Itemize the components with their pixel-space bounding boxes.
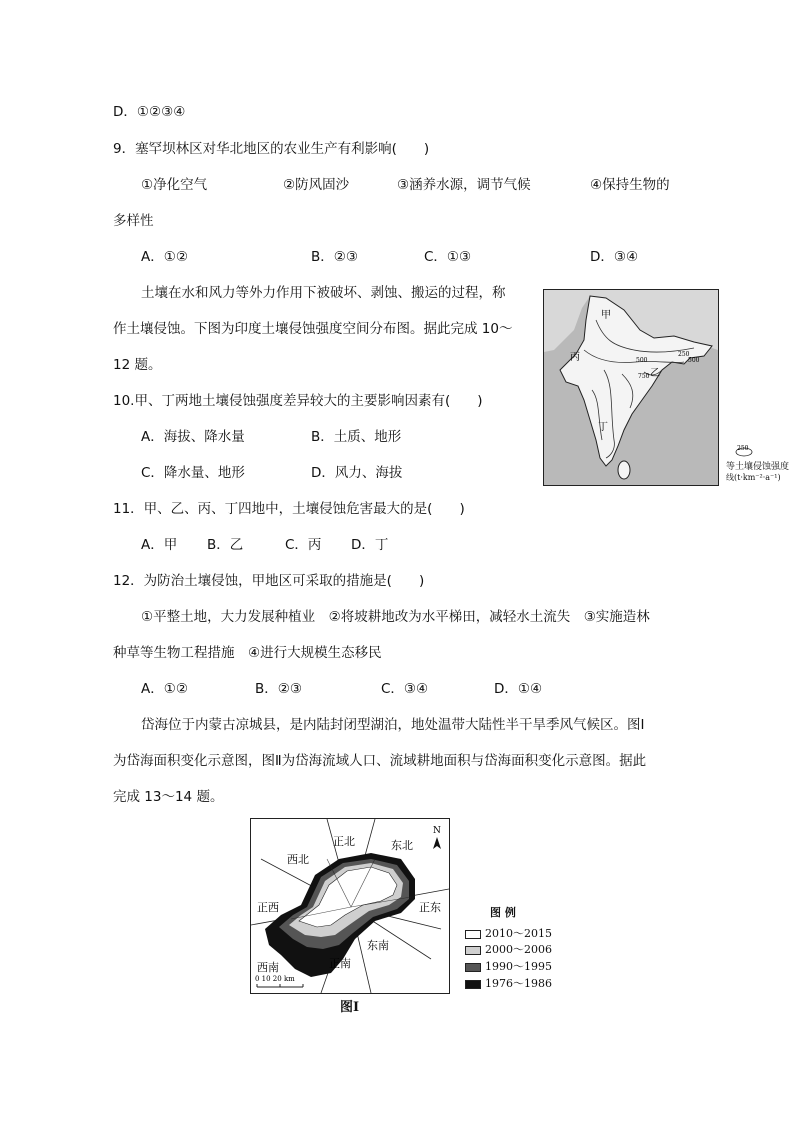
q12-option-c: C．③④ [381,681,429,697]
legend-contour-symbol [732,444,756,458]
legend-label-4: 1976～1986 [485,977,552,990]
q11-stem: 11．甲、乙、丙、丁四地中，土壤侵蚀危害最大的是( ) [113,501,465,517]
legend-row-3 [465,958,552,974]
contour-label-250: 250 [678,351,690,358]
dir-zhengbei: 正北 [333,835,355,848]
intro2-line3: 完成 13～14 题。 [113,789,224,805]
intro2-line2: 为岱海面积变化示意图，图Ⅱ为岱海流域人口、流域耕地面积与岱海面积变化示意图。据此 [113,753,647,769]
q11-option-b: B．乙 [207,537,244,553]
north-label: N [433,826,441,836]
q9-item-1: ①净化空气 [141,177,208,193]
intro1-line2: 作土壤侵蚀。下图为印度土壤侵蚀强度空间分布图。据此完成 10～ [113,321,513,337]
q10-option-b: B．土质、地形 [311,429,402,445]
legend-row-1 [465,925,552,941]
legend-row-4 [465,975,552,991]
legend-swatch-3 [465,963,481,972]
intro1-line3: 12 题。 [113,357,162,373]
q9-option-a: A．①② [141,249,188,265]
q9-option-c: C．①③ [424,249,472,265]
q12-line1: ①平整土地，大力发展种植业 ②将坡耕地改为水平梯田，减轻水土流失 ③实施造林 [141,609,650,625]
contour-label-500a: 500 [636,357,648,364]
q11-option-c: C．丙 [285,537,322,553]
dir-zhengxi: 正西 [257,901,279,914]
q9-item-3: ③涵养水源，调节气候 [397,177,531,193]
north-arrow-icon [433,826,441,849]
q9-item-cont: 多样性 [113,213,154,229]
legend-swatch-2 [465,946,481,955]
q10-option-c: C．降水量、地形 [141,465,245,481]
map-label-ding: 丁 [598,422,608,433]
q12-option-d: D．①④ [494,681,543,697]
intro1-line1: 土壤在水和风力等外力作用下被破坏、剥蚀、搬运的过程，称 [141,285,506,301]
q9-item-2: ②防风固沙 [283,177,350,193]
figure-caption: 图Ⅰ [340,1000,360,1015]
q12-option-b: B．②③ [255,681,302,697]
q8-option-d: D．①②③④ [113,104,186,120]
dir-zhengnan: 正南 [329,957,351,970]
map-label-yi: 乙 [650,368,660,379]
q12-stem: 12．为防治土壤侵蚀，甲地区可采取的措施是( ) [113,573,425,589]
q11-option-a: A．甲 [141,537,178,553]
dir-dongbei: 东北 [391,839,413,852]
map-label-jia: 甲 [601,310,611,321]
contour-label-500b: 500 [688,357,700,364]
scale-label: 0 10 20 km [255,975,295,983]
india-erosion-map [543,289,719,486]
q9-option-b: B．②③ [311,249,358,265]
legend-swatch-1 [465,930,481,939]
legend-contour-value: 250 [737,445,749,452]
legend-title: 图 例 [490,906,516,919]
legend-label-1: 2010～2015 [485,927,552,940]
q9-item-4: ④保持生物的 [590,177,670,193]
contour-label-750: 750 [638,373,650,380]
intro2-line1: 岱海位于内蒙古凉城县，是内陆封闭型湖泊，地处温带大陆性半干旱季风气候区。图Ⅰ [141,717,645,733]
q10-stem: 10.甲、丁两地土壤侵蚀强度差异较大的主要影响因素有( ) [113,393,483,409]
legend-row-2 [465,941,552,957]
dir-zhengdong: 正东 [419,901,441,914]
dir-xibei: 西北 [287,853,309,866]
legend-swatch-4 [465,980,481,989]
q10-option-a: A．海拔、降水量 [141,429,245,445]
q9-stem: 9．塞罕坝林区对华北地区的农业生产有利影响( ) [113,141,430,157]
map-label-bing: 丙 [570,352,580,363]
dir-xinan: 西南 [257,961,279,974]
q9-option-d: D．③④ [590,249,639,265]
legend-text-1: 等土壤侵蚀强度 [726,462,790,472]
q12-line2: 种草等生物工程措施 ④进行大规模生态移民 [113,645,382,661]
q10-option-d: D．风力、海拔 [311,465,403,481]
legend-label-2: 2000～2006 [485,943,552,956]
q11-option-d: D．丁 [351,537,389,553]
legend-label-3: 1990～1995 [485,960,552,973]
legend-text-2: 线(t·km⁻²·a⁻¹) [726,473,781,482]
dir-dongnan: 东南 [367,939,389,952]
q12-option-a: A．①② [141,681,188,697]
daihai-area-figure [250,818,450,994]
